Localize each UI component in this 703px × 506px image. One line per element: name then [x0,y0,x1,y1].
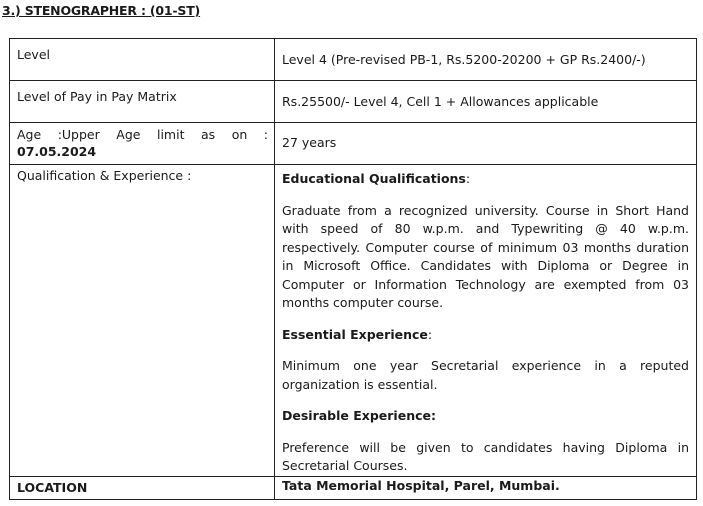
section-heading: 3.) STENOGRAPHER : (01-ST) [2,3,201,18]
location-value: Tata Memorial Hospital, Parel, Mumbai. [275,477,697,500]
level-label: Level [10,39,275,81]
qualification-label: Qualification & Experience : [10,165,275,477]
edu-text: Graduate from a recognized university. Course in Short Hand with speed of 80 w.p.m. and Typewriting @ 40 w.p.m. respectively. Computer course of minimum 03 months duration in Microsoft Office. Candidates with Diploma or Degree in Computer or Information Technology are exempted from 03 months computer course. [282,202,689,310]
des-text: Preference will be given to candidates having Diploma in Secretarial Courses. [282,439,689,473]
table-row-qualification [10,165,697,477]
age-value-text: 27 years [282,135,337,150]
edu-heading: Educational Qualifications: [282,171,471,186]
age-label: Age :Upper Age limit as on : [17,127,268,142]
location-label: LOCATION [10,477,275,500]
table-row-location [10,477,697,500]
table-row-level [10,39,697,81]
table-row-pay [10,81,697,123]
post-details-table [9,38,697,500]
qualification-value [275,165,697,477]
pay-value-text: Rs.25500/- Level 4, Cell 1 + Allowances applicable [282,94,599,109]
age-value [275,123,697,165]
level-value [275,39,697,81]
age-label-date: 07.05.2024 [17,144,97,159]
level-value-text: Level 4 (Pre-revised PB-1, Rs.5200-20200 + GP Rs.2400/-) [282,52,646,67]
des-heading: Desirable Experience: [282,408,436,423]
pay-label: Level of Pay in Pay Matrix [10,81,275,123]
age-label-cell [10,123,275,165]
ess-heading: Essential Experience: [282,326,433,342]
pay-value [275,81,697,123]
table-row-age [10,123,697,165]
ess-text: Minimum one year Secretarial experience in a reputed organization is essential. [282,358,689,392]
